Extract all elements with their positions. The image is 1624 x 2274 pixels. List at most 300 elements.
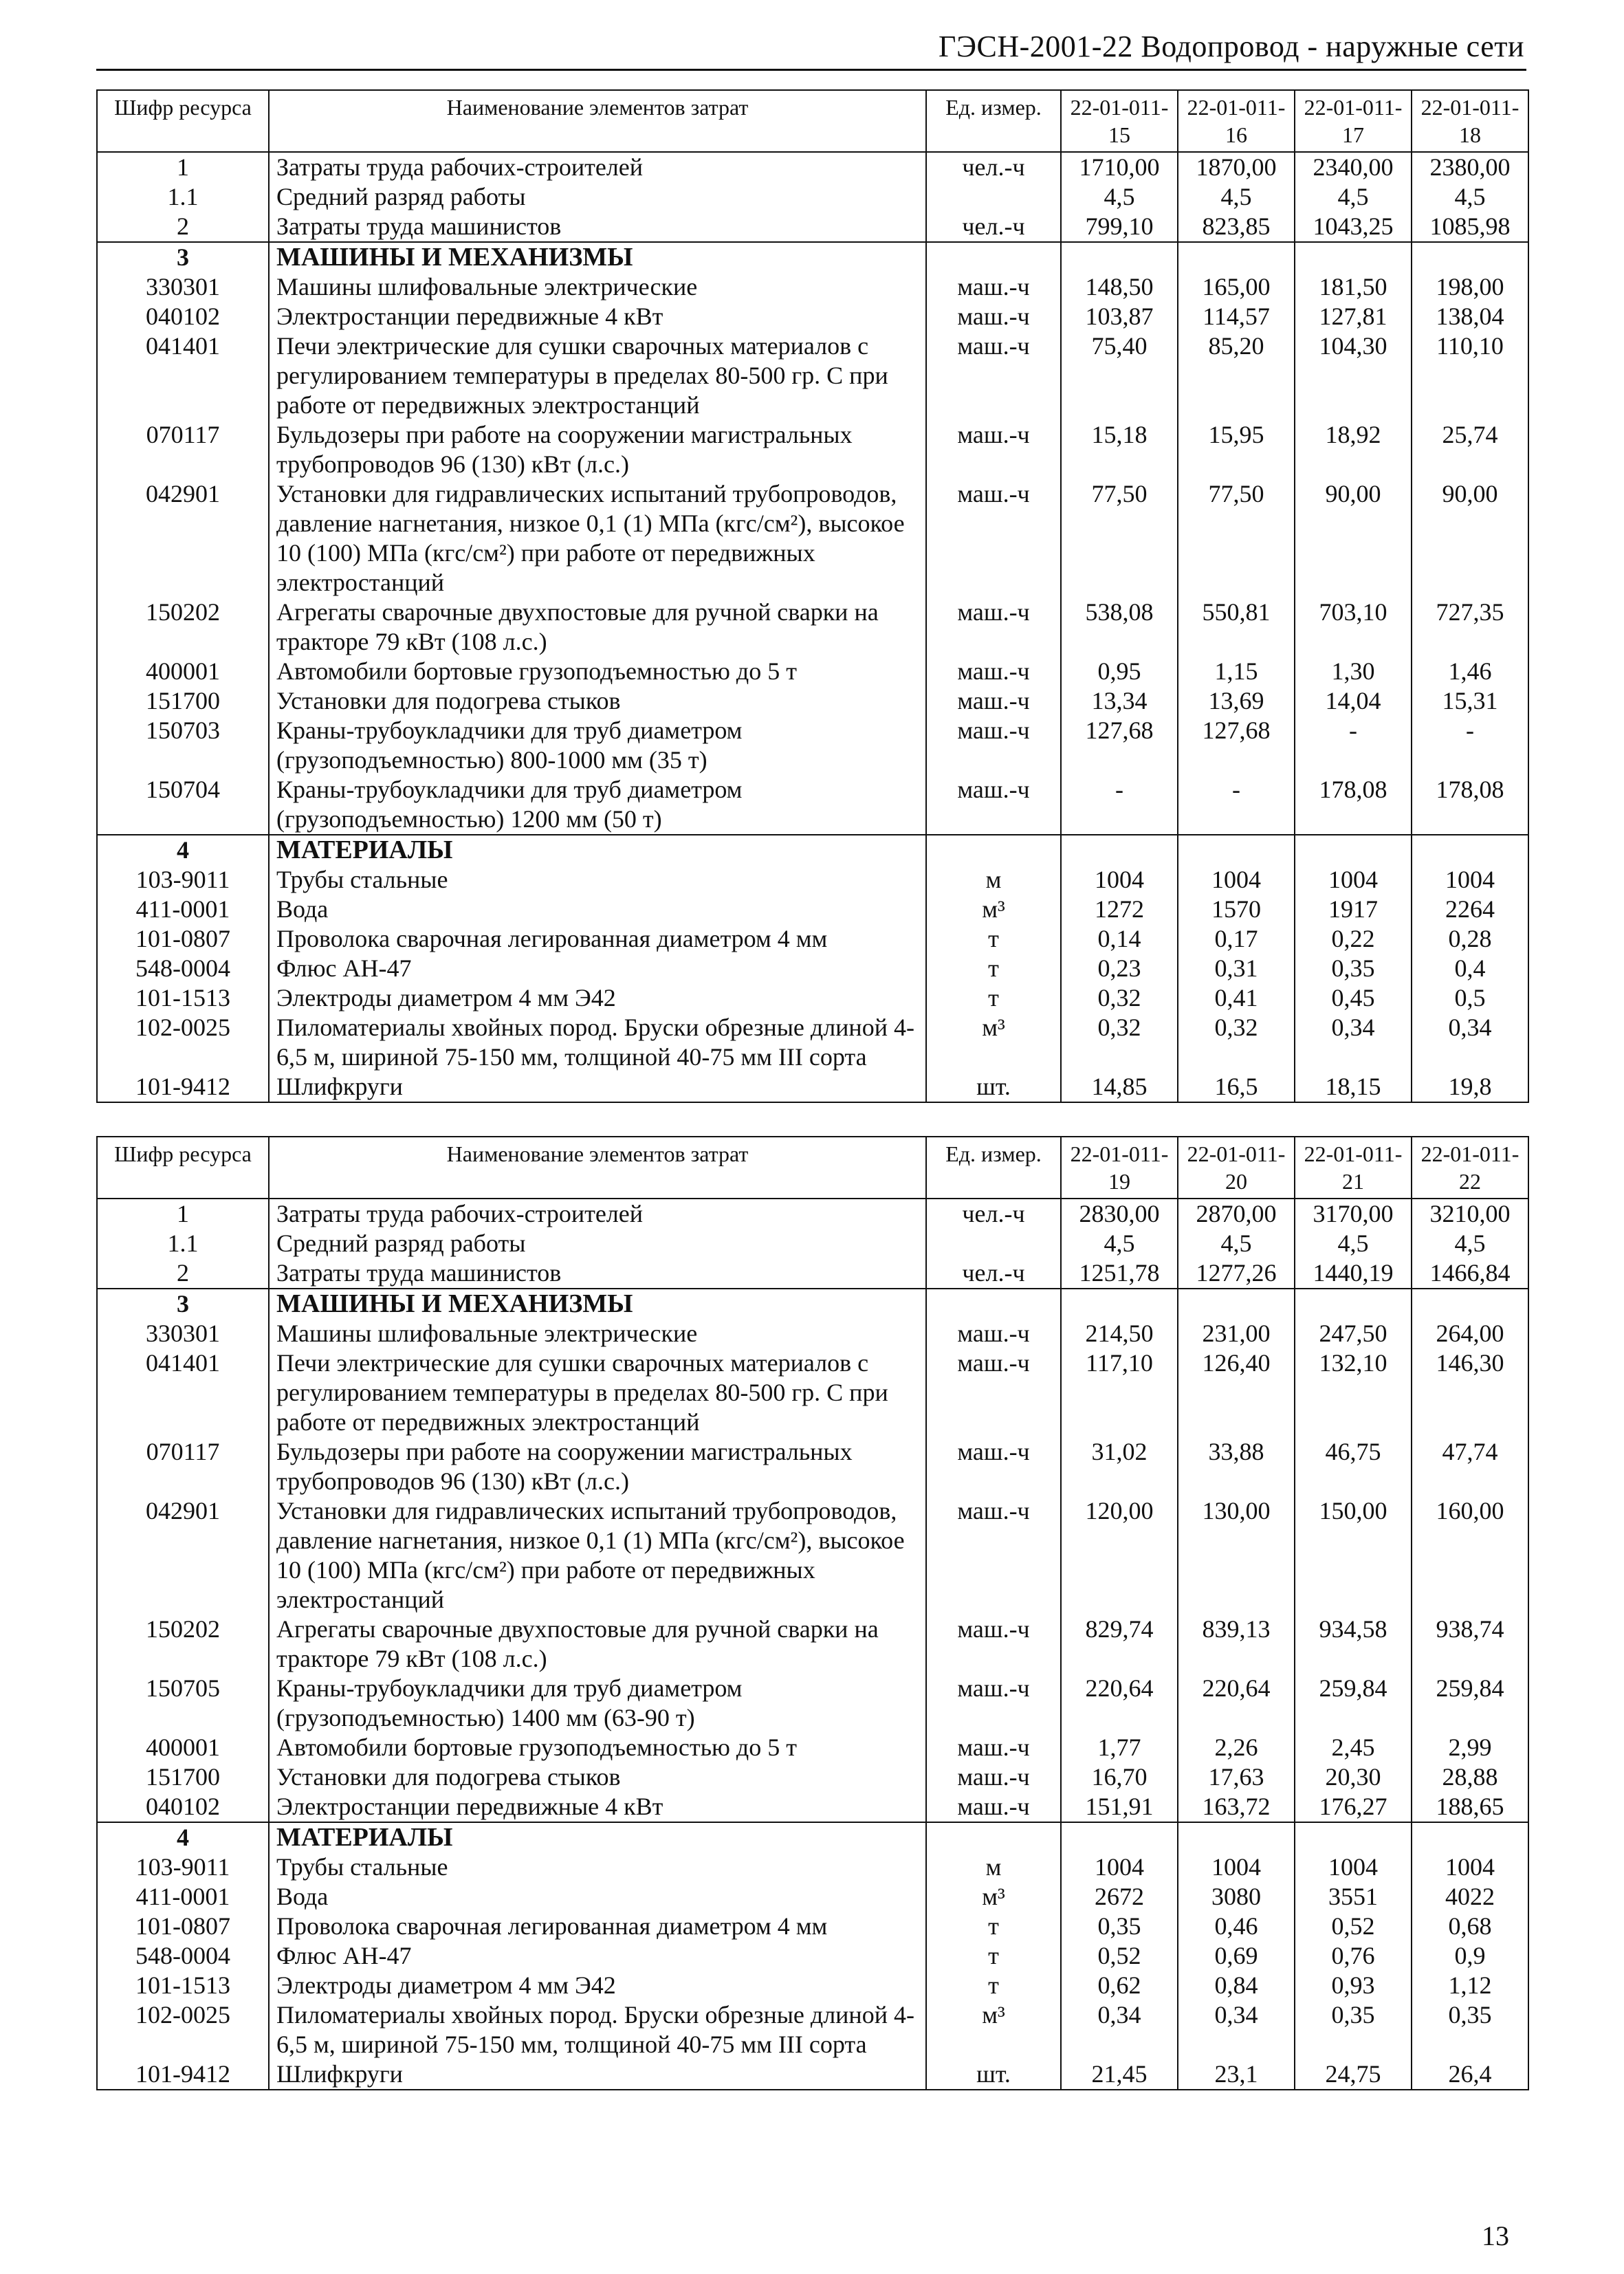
resource-value: 198,00 (1412, 272, 1528, 302)
resource-value: 151,91 (1061, 1792, 1178, 1822)
resource-value: 0,34 (1295, 1013, 1412, 1072)
resource-name: Бульдозеры при работе на сооружении магистральных трубопроводов 96 (130) кВт (л.с.) (269, 1437, 926, 1496)
table-row (97, 1882, 1528, 1912)
resource-name: Бульдозеры при работе на сооружении магистральных трубопроводов 96 (130) кВт (л.с.) (269, 420, 926, 479)
resource-name: Пиломатериалы хвойных пород. Бруски обрезные длиной 4-6,5 м, шириной 75-150 мм, толщиной 40-75 мм III сорта (269, 2000, 926, 2059)
resource-value: 231,00 (1178, 1319, 1295, 1348)
resource-code: 101-0807 (97, 1912, 269, 1941)
section-number: 3 (97, 1289, 269, 1319)
resource-value: 117,10 (1061, 1348, 1178, 1437)
resource-code: 150705 (97, 1674, 269, 1733)
resource-value: 2,45 (1295, 1733, 1412, 1762)
resource-code: 101-9412 (97, 2059, 269, 2090)
resource-value: 4,5 (1178, 1229, 1295, 1258)
resource-value: 0,31 (1178, 954, 1295, 983)
column-header-norm-code: 22-01-011-18 (1412, 90, 1528, 152)
resource-value: 0,35 (1295, 2000, 1412, 2059)
resource-value: 15,95 (1178, 420, 1295, 479)
resource-value: 181,50 (1295, 272, 1412, 302)
resource-name: Трубы стальные (269, 1852, 926, 1882)
resource-value: 104,30 (1295, 331, 1412, 420)
section-empty-cell (926, 1822, 1061, 1852)
resource-value: 90,00 (1295, 479, 1412, 598)
resource-value: 1,77 (1061, 1733, 1178, 1762)
column-header-unit: Ед. измер. (926, 90, 1061, 152)
resource-code: 040102 (97, 302, 269, 331)
resource-code: 041401 (97, 331, 269, 420)
resource-code: 400001 (97, 1733, 269, 1762)
section-empty-cell (926, 242, 1061, 272)
resource-value: 110,10 (1412, 331, 1528, 420)
resource-value: 1,30 (1295, 657, 1412, 686)
resource-value: 264,00 (1412, 1319, 1528, 1348)
resource-code: 411-0001 (97, 895, 269, 924)
resource-value: 165,00 (1178, 272, 1295, 302)
resource-value: 1,15 (1178, 657, 1295, 686)
resource-value: 0,23 (1061, 954, 1178, 983)
resource-value: 75,40 (1061, 331, 1178, 420)
resource-name: Краны-трубоукладчики для труб диаметром (грузоподъемностью) 800-1000 мм (35 т) (269, 716, 926, 775)
resource-code: 042901 (97, 479, 269, 598)
table-row (97, 1852, 1528, 1882)
resource-code: 1 (97, 1199, 269, 1229)
resource-value: 0,34 (1178, 2000, 1295, 2059)
resource-value: 1870,00 (1178, 152, 1295, 182)
resource-value: 120,00 (1061, 1496, 1178, 1615)
resource-code: 548-0004 (97, 1941, 269, 1971)
resource-value: 0,69 (1178, 1941, 1295, 1971)
resource-unit: маш.-ч (926, 1496, 1061, 1615)
resource-unit: шт. (926, 2059, 1061, 2090)
resource-value: 0,32 (1178, 1013, 1295, 1072)
resource-value: 259,84 (1412, 1674, 1528, 1733)
resource-name: Машины шлифовальные электрические (269, 1319, 926, 1348)
resource-code: 070117 (97, 420, 269, 479)
resource-value: 15,18 (1061, 420, 1178, 479)
table-row (97, 212, 1528, 242)
resource-value: 163,72 (1178, 1792, 1295, 1822)
resource-value: 1440,19 (1295, 1258, 1412, 1289)
resource-unit: маш.-ч (926, 1733, 1061, 1762)
resource-value: 14,85 (1061, 1072, 1178, 1102)
section-title-row (97, 1289, 1528, 1319)
resource-code: 103-9011 (97, 865, 269, 895)
resource-name: Трубы стальные (269, 865, 926, 895)
resource-value: 127,68 (1061, 716, 1178, 775)
resource-name: Шлифкруги (269, 1072, 926, 1102)
resource-unit: чел.-ч (926, 1199, 1061, 1229)
resource-value: 4,5 (1412, 182, 1528, 212)
resource-code: 150704 (97, 775, 269, 835)
resource-value: 0,5 (1412, 983, 1528, 1013)
resource-value: 178,08 (1412, 775, 1528, 835)
section-title-row (97, 1822, 1528, 1852)
resource-value: 0,35 (1061, 1912, 1178, 1941)
resource-value: - (1412, 716, 1528, 775)
resource-unit (926, 182, 1061, 212)
section-empty-cell (1178, 835, 1295, 865)
resource-value: 46,75 (1295, 1437, 1412, 1496)
resource-value: 160,00 (1412, 1496, 1528, 1615)
resource-value: 0,9 (1412, 1941, 1528, 1971)
resource-unit: маш.-ч (926, 331, 1061, 420)
resource-name: Печи электрические для сушки сварочных материалов с регулированием температуры в пределах 80-500 гр. С при работе от передвижных электростанций (269, 331, 926, 420)
resource-value: 0,32 (1061, 1013, 1178, 1072)
resource-value: 3551 (1295, 1882, 1412, 1912)
resource-value: 127,68 (1178, 716, 1295, 775)
resource-value: 148,50 (1061, 272, 1178, 302)
resource-value: 2,99 (1412, 1733, 1528, 1762)
resource-name: Средний разряд работы (269, 182, 926, 212)
resource-unit: т (926, 1971, 1061, 2000)
table-row (97, 1348, 1528, 1437)
resource-value: 0,17 (1178, 924, 1295, 954)
resource-value: - (1178, 775, 1295, 835)
resource-unit: чел.-ч (926, 212, 1061, 242)
resource-name: Установки для подогрева стыков (269, 686, 926, 716)
column-header-norm-code: 22-01-011-21 (1295, 1137, 1412, 1199)
resource-value: - (1061, 775, 1178, 835)
table-header-row (97, 1137, 1528, 1199)
resource-value: 18,15 (1295, 1072, 1412, 1102)
resource-value: 2340,00 (1295, 152, 1412, 182)
resource-code: 150703 (97, 716, 269, 775)
resource-value: 0,46 (1178, 1912, 1295, 1941)
table-row (97, 1013, 1528, 1072)
section-number: 4 (97, 1822, 269, 1852)
resource-unit: т (926, 1941, 1061, 1971)
table-row (97, 924, 1528, 954)
section-empty-cell (1061, 1822, 1178, 1852)
resource-value: 1004 (1412, 1852, 1528, 1882)
resource-value: 1043,25 (1295, 212, 1412, 242)
resource-value: 0,52 (1061, 1941, 1178, 1971)
resource-value: 259,84 (1295, 1674, 1412, 1733)
resource-value: 839,13 (1178, 1615, 1295, 1674)
resource-table-1 (96, 89, 1529, 1103)
resource-value: 2,26 (1178, 1733, 1295, 1762)
resource-name: Машины шлифовальные электрические (269, 272, 926, 302)
resource-name: Шлифкруги (269, 2059, 926, 2090)
resource-unit: маш.-ч (926, 479, 1061, 598)
section-empty-cell (1412, 1822, 1528, 1852)
resource-unit: шт. (926, 1072, 1061, 1102)
resource-name: Автомобили бортовые грузоподъемностью до 5 т (269, 1733, 926, 1762)
section-title: МАТЕРИАЛЫ (269, 835, 926, 865)
resource-value: 25,74 (1412, 420, 1528, 479)
resource-value: 799,10 (1061, 212, 1178, 242)
resource-value: 1004 (1178, 1852, 1295, 1882)
resource-value: 727,35 (1412, 598, 1528, 657)
resource-value: 4,5 (1412, 1229, 1528, 1258)
resource-value: 90,00 (1412, 479, 1528, 598)
resource-value: 823,85 (1178, 212, 1295, 242)
table-row (97, 2059, 1528, 2090)
resource-code: 102-0025 (97, 2000, 269, 2059)
resource-value: 2830,00 (1061, 1199, 1178, 1229)
resource-value: 20,30 (1295, 1762, 1412, 1792)
resource-value: 114,57 (1178, 302, 1295, 331)
resource-value: 15,31 (1412, 686, 1528, 716)
resource-unit: маш.-ч (926, 420, 1061, 479)
column-header-code: Шифр ресурса (97, 1137, 269, 1199)
resource-table-2 (96, 1136, 1529, 2090)
resource-code: 1 (97, 152, 269, 182)
resource-value: 0,34 (1412, 1013, 1528, 1072)
resource-name: Электростанции передвижные 4 кВт (269, 302, 926, 331)
section-empty-cell (1295, 242, 1412, 272)
resource-value: 150,00 (1295, 1496, 1412, 1615)
resource-unit: маш.-ч (926, 1674, 1061, 1733)
table-row (97, 2000, 1528, 2059)
resource-code: 151700 (97, 1762, 269, 1792)
resource-value: 1277,26 (1178, 1258, 1295, 1289)
resource-value: 247,50 (1295, 1319, 1412, 1348)
resource-value: 127,81 (1295, 302, 1412, 331)
resource-name: Электроды диаметром 4 мм Э42 (269, 1971, 926, 2000)
resource-value: 1710,00 (1061, 152, 1178, 182)
resource-value: 16,70 (1061, 1762, 1178, 1792)
resource-value: 4,5 (1295, 182, 1412, 212)
resource-unit: т (926, 983, 1061, 1013)
resource-unit: т (926, 954, 1061, 983)
resource-name: Агрегаты сварочные двухпостовые для ручной сварки на тракторе 79 кВт (108 л.с.) (269, 1615, 926, 1674)
resource-unit: м³ (926, 1013, 1061, 1072)
section-title-row (97, 835, 1528, 865)
resource-code: 330301 (97, 1319, 269, 1348)
table-row (97, 865, 1528, 895)
resource-name: Краны-трубоукладчики для труб диаметром (грузоподъемностью) 1200 мм (50 т) (269, 775, 926, 835)
resource-value: 26,4 (1412, 2059, 1528, 2090)
table-row (97, 182, 1528, 212)
header-divider (96, 69, 1526, 71)
resource-name: Затраты труда машинистов (269, 212, 926, 242)
page-header-title: ГЭСН-2001-22 Водопровод - наружные сети (939, 30, 1524, 63)
table-row (97, 1971, 1528, 2000)
resource-unit: маш.-ч (926, 716, 1061, 775)
resource-name: Установки для гидравлических испытаний трубопроводов, давление нагнетания, низкое 0,1 (1) МПа (кгс/см²), высокое 10 (100) МПа (кгс/см²) при работе от передвижных электростанций (269, 479, 926, 598)
resource-value: 1085,98 (1412, 212, 1528, 242)
resource-code: 042901 (97, 1496, 269, 1615)
section-empty-cell (1412, 1289, 1528, 1319)
resource-value: 188,65 (1412, 1792, 1528, 1822)
resource-value: 538,08 (1061, 598, 1178, 657)
resource-value: 4022 (1412, 1882, 1528, 1912)
resource-value: 0,84 (1178, 1971, 1295, 2000)
resource-name: Флюс АН-47 (269, 954, 926, 983)
resource-unit: т (926, 1912, 1061, 1941)
resource-value: 16,5 (1178, 1072, 1295, 1102)
table-row (97, 1733, 1528, 1762)
table-row (97, 657, 1528, 686)
table-row (97, 1615, 1528, 1674)
table-row (97, 954, 1528, 983)
resource-name: Проволока сварочная легированная диаметром 4 мм (269, 1912, 926, 1941)
resource-name: Установки для гидравлических испытаний трубопроводов, давление нагнетания, низкое 0,1 (1) МПа (кгс/см²), высокое 10 (100) МПа (кгс/см²) при работе от передвижных электростанций (269, 1496, 926, 1615)
column-header-norm-code: 22-01-011-20 (1178, 1137, 1295, 1199)
resource-value: 103,87 (1061, 302, 1178, 331)
table-row (97, 983, 1528, 1013)
resource-value: 703,10 (1295, 598, 1412, 657)
column-header-name: Наименование элементов затрат (269, 1137, 926, 1199)
table-row (97, 1762, 1528, 1792)
resource-value: 1251,78 (1061, 1258, 1178, 1289)
section-empty-cell (926, 1289, 1061, 1319)
section-empty-cell (1295, 835, 1412, 865)
resource-name: Затраты труда рабочих-строителей (269, 152, 926, 182)
resource-value: 0,34 (1061, 2000, 1178, 2059)
resource-name: Вода (269, 895, 926, 924)
resource-value: 85,20 (1178, 331, 1295, 420)
resource-value: 0,45 (1295, 983, 1412, 1013)
resource-value: 0,4 (1412, 954, 1528, 983)
resource-name: Установки для подогрева стыков (269, 1762, 926, 1792)
section-empty-cell (926, 835, 1061, 865)
table-body (97, 1199, 1528, 2090)
resource-value: 1,46 (1412, 657, 1528, 686)
resource-value: 17,63 (1178, 1762, 1295, 1792)
table-row (97, 152, 1528, 182)
table-row (97, 775, 1528, 835)
resource-code: 070117 (97, 1437, 269, 1496)
resource-name: Электростанции передвижные 4 кВт (269, 1792, 926, 1822)
resource-value: 1272 (1061, 895, 1178, 924)
resource-code: 400001 (97, 657, 269, 686)
resource-value: 829,74 (1061, 1615, 1178, 1674)
resource-value: 0,68 (1412, 1912, 1528, 1941)
resource-unit: м (926, 865, 1061, 895)
resource-value: 1004 (1061, 865, 1178, 895)
resource-code: 041401 (97, 1348, 269, 1437)
table-row (97, 420, 1528, 479)
table-row (97, 1258, 1528, 1289)
resource-unit: маш.-ч (926, 657, 1061, 686)
resource-value: 3210,00 (1412, 1199, 1528, 1229)
resource-value: 2672 (1061, 1882, 1178, 1912)
resource-value: 0,95 (1061, 657, 1178, 686)
table-row (97, 686, 1528, 716)
resource-value: 146,30 (1412, 1348, 1528, 1437)
resource-unit: маш.-ч (926, 686, 1061, 716)
resource-unit: маш.-ч (926, 302, 1061, 331)
table-row (97, 1941, 1528, 1971)
column-header-norm-code: 22-01-011-22 (1412, 1137, 1528, 1199)
section-title: МАШИНЫ И МЕХАНИЗМЫ (269, 242, 926, 272)
resource-value: 130,00 (1178, 1496, 1295, 1615)
resource-value: 1004 (1178, 865, 1295, 895)
resource-unit: маш.-ч (926, 598, 1061, 657)
resource-unit (926, 1229, 1061, 1258)
resource-value: 1004 (1061, 1852, 1178, 1882)
table-row (97, 1437, 1528, 1496)
resource-name: Автомобили бортовые грузоподъемностью до 5 т (269, 657, 926, 686)
resource-value: 3170,00 (1295, 1199, 1412, 1229)
resource-value: 1466,84 (1412, 1258, 1528, 1289)
resource-value: 0,52 (1295, 1912, 1412, 1941)
resource-value: 176,27 (1295, 1792, 1412, 1822)
section-empty-cell (1178, 1822, 1295, 1852)
section-empty-cell (1178, 1289, 1295, 1319)
table-row (97, 1912, 1528, 1941)
table-row (97, 331, 1528, 420)
resource-name: Проволока сварочная легированная диаметром 4 мм (269, 924, 926, 954)
resource-value: 1004 (1412, 865, 1528, 895)
resource-code: 150202 (97, 1615, 269, 1674)
section-title: МАТЕРИАЛЫ (269, 1822, 926, 1852)
section-title: МАШИНЫ И МЕХАНИЗМЫ (269, 1289, 926, 1319)
table-row (97, 1229, 1528, 1258)
resource-name: Краны-трубоукладчики для труб диаметром (грузоподъемностью) 1400 мм (63-90 т) (269, 1674, 926, 1733)
resource-value: 0,32 (1061, 983, 1178, 1013)
resource-value: 4,5 (1061, 1229, 1178, 1258)
resource-value: 13,69 (1178, 686, 1295, 716)
resource-value: 550,81 (1178, 598, 1295, 657)
resource-code: 101-1513 (97, 1971, 269, 2000)
resource-value: 47,74 (1412, 1437, 1528, 1496)
resource-value: 138,04 (1412, 302, 1528, 331)
resource-name: Электроды диаметром 4 мм Э42 (269, 983, 926, 1013)
section-empty-cell (1061, 1289, 1178, 1319)
resource-value: 2870,00 (1178, 1199, 1295, 1229)
table-row (97, 1792, 1528, 1822)
table-row (97, 895, 1528, 924)
resource-unit: м (926, 1852, 1061, 1882)
table-row (97, 1319, 1528, 1348)
resource-unit: м³ (926, 1882, 1061, 1912)
resource-unit: маш.-ч (926, 1348, 1061, 1437)
resource-unit: м³ (926, 2000, 1061, 2059)
resource-name: Вода (269, 1882, 926, 1912)
resource-code: 103-9011 (97, 1852, 269, 1882)
section-empty-cell (1412, 835, 1528, 865)
resource-value: 0,35 (1295, 954, 1412, 983)
table-row (97, 1674, 1528, 1733)
section-empty-cell (1178, 242, 1295, 272)
resource-value: 1004 (1295, 1852, 1412, 1882)
table-row (97, 302, 1528, 331)
table-body (97, 152, 1528, 1102)
section-number: 4 (97, 835, 269, 865)
resource-value: 23,1 (1178, 2059, 1295, 2090)
table-header-row (97, 90, 1528, 152)
resource-name: Затраты труда рабочих-строителей (269, 1199, 926, 1229)
resource-code: 1.1 (97, 1229, 269, 1258)
table-row (97, 479, 1528, 598)
resource-unit: маш.-ч (926, 1615, 1061, 1674)
resource-value: - (1295, 716, 1412, 775)
resource-value: 126,40 (1178, 1348, 1295, 1437)
resource-code: 102-0025 (97, 1013, 269, 1072)
column-header-norm-code: 22-01-011-19 (1061, 1137, 1178, 1199)
resource-name: Средний разряд работы (269, 1229, 926, 1258)
section-empty-cell (1295, 1289, 1412, 1319)
page-number: 13 (1482, 2220, 1509, 2251)
resource-code: 101-1513 (97, 983, 269, 1013)
resource-code: 330301 (97, 272, 269, 302)
resource-value: 14,04 (1295, 686, 1412, 716)
resource-value: 0,62 (1061, 1971, 1178, 2000)
resource-name: Пиломатериалы хвойных пород. Бруски обрезные длиной 4-6,5 м, шириной 75-150 мм, толщиной 40-75 мм III сорта (269, 1013, 926, 1072)
resource-code: 1.1 (97, 182, 269, 212)
resource-value: 220,64 (1061, 1674, 1178, 1733)
resource-value: 2264 (1412, 895, 1528, 924)
resource-unit: т (926, 924, 1061, 954)
resource-unit: маш.-ч (926, 272, 1061, 302)
table-row (97, 1496, 1528, 1615)
section-empty-cell (1295, 1822, 1412, 1852)
resource-unit: маш.-ч (926, 1762, 1061, 1792)
resource-value: 132,10 (1295, 1348, 1412, 1437)
